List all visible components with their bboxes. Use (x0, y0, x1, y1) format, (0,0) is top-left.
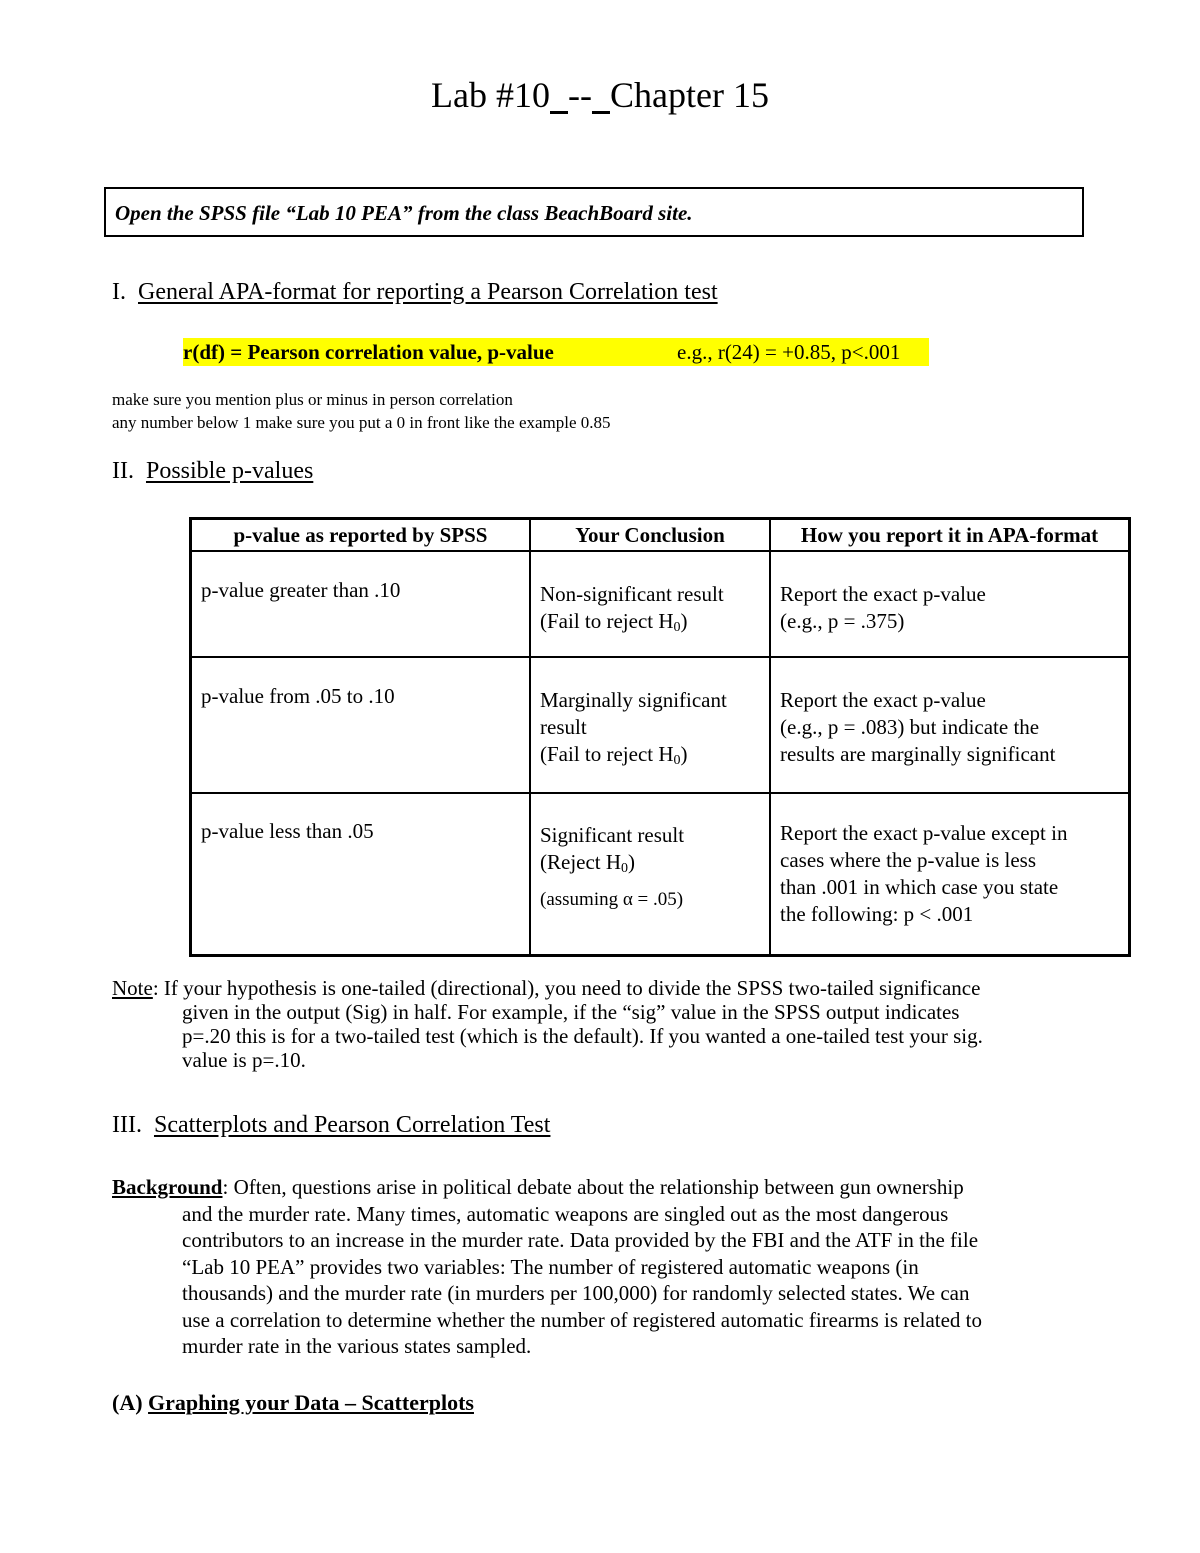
background-label: Background (112, 1175, 223, 1199)
note-line: value is p=.10. (182, 1048, 306, 1072)
apa-formula-highlight (183, 338, 929, 366)
table-cell (530, 793, 770, 955)
title-chapter: Chapter 15 (609, 75, 769, 115)
section-2-numeral: II. (112, 458, 134, 484)
background-line: thousands) and the murder rate (in murders per 100,000) for randomly selected states. We can (182, 1281, 970, 1305)
report-text: Report the exact p-value (780, 688, 986, 712)
background-line: “Lab 10 PEA” provides two variables: The number of registered automatic weapons (in (182, 1254, 919, 1279)
section-3-heading (112, 1112, 550, 1139)
section-1-numeral: I. (112, 279, 126, 305)
table-cell (770, 551, 1130, 657)
column-header: How you report it in APA-format (770, 519, 1130, 552)
apa-formula: r(df) = Pearson correlation value, p-value (183, 340, 554, 364)
note-line (112, 976, 1112, 1000)
table-row (191, 657, 1130, 793)
title-separator: -- (568, 75, 592, 115)
section-3-numeral: III. (112, 1112, 142, 1138)
conclusion-part: ) (680, 609, 688, 633)
note-line: make sure you mention plus or minus in person correlation (112, 390, 513, 409)
page-title (0, 74, 1200, 116)
background-paragraph (112, 1174, 1122, 1360)
table-header-row (191, 519, 1130, 552)
report-text: (e.g., p = .375) (780, 609, 905, 633)
background-line: use a correlation to determine whether the number of registered automatic firearms is related to (182, 1307, 983, 1332)
pvalue-text: p-value less than .05 (201, 819, 374, 843)
report-text: the following: p < .001 (780, 902, 974, 926)
subsection-label: (A) (112, 1390, 143, 1415)
conclusion-part: (Fail to reject H (540, 609, 674, 633)
pvalue-text: p-value greater than .10 (201, 578, 401, 602)
note-line: p=.20 this is for a two-tailed test (which is the default). If you wanted a one-tailed test your sig. (182, 1024, 983, 1048)
apa-example: e.g., r(24) = +0.85, p<.001 (677, 340, 901, 364)
report-text: results are marginally significant (780, 742, 1056, 766)
report-text: than .001 in which case you state (780, 875, 1059, 899)
section-3-title: Scatterplots and Pearson Correlation Test (153, 1112, 551, 1138)
table-row (191, 551, 1130, 657)
p-value-table (189, 517, 1131, 957)
conclusion-text: Significant result (540, 823, 685, 847)
conclusion-text (540, 849, 760, 882)
section-2-title: Possible p-values (145, 458, 314, 484)
note-line: any number below 1 make sure you put a 0 in front like the example 0.85 (112, 413, 611, 432)
title-lab: Lab #10 (431, 75, 550, 115)
conclusion-part: ) (680, 742, 688, 766)
alpha-assumption: (assuming α = .05) (540, 889, 684, 910)
note-line: given in the output (Sig) in half. For example, if the “sig” value in the SPSS output indicates (182, 1000, 960, 1024)
instruction-box (104, 187, 1084, 237)
section-1-notes (112, 388, 611, 434)
background-line: contributors to an increase in the murder rate. Data provided by the FBI and the ATF in the file (182, 1228, 979, 1252)
one-tailed-note (112, 976, 1112, 1072)
background-text: : Often, questions arise in political debate about the relationship between gun ownership (222, 1175, 964, 1199)
subscript: 0 (673, 620, 681, 635)
pvalue-text: p-value from .05 to .10 (201, 684, 395, 708)
subscript: 0 (673, 753, 681, 768)
table-cell (530, 551, 770, 657)
section-2-heading (112, 458, 313, 485)
conclusion-text: Marginally significant (540, 688, 727, 712)
table-cell (191, 551, 531, 657)
conclusion-part: ) (628, 850, 636, 874)
column-header: p-value as reported by SPSS (191, 519, 531, 552)
report-text: Report the exact p-value except in (780, 821, 1068, 845)
background-line: and the murder rate. Many times, automatic weapons are singled out as the most dangerous (182, 1201, 949, 1226)
note-text: : If your hypothesis is one-tailed (directional), you need to divide the SPSS two-tailed significance (152, 976, 981, 1000)
background-line (112, 1174, 1122, 1201)
section-1-title: General APA-format for reporting a Pearson Correlation test (138, 279, 718, 305)
conclusion-text (540, 741, 760, 774)
table-cell (191, 793, 531, 955)
conclusion-text: result (540, 715, 587, 739)
conclusion-part: (Fail to reject H (540, 742, 674, 766)
column-header: Your Conclusion (530, 519, 770, 552)
section-1-heading (112, 279, 718, 306)
background-line: murder rate in the various states sampled. (182, 1334, 532, 1358)
report-text: Report the exact p-value (780, 582, 986, 606)
note-label: Note (112, 976, 153, 1000)
table-cell (530, 657, 770, 793)
conclusion-part: (Reject H (540, 850, 622, 874)
table-cell (770, 657, 1130, 793)
subscript: 0 (621, 861, 629, 876)
conclusion-text: Non-significant result (540, 582, 724, 606)
subsection-a-heading (112, 1390, 474, 1416)
subsection-title: Graphing your Data – Scatterplots (148, 1390, 474, 1415)
report-text: cases where the p-value is less (780, 848, 1036, 872)
report-text: (e.g., p = .083) but indicate the (780, 715, 1040, 739)
table-cell (191, 657, 531, 793)
conclusion-text (540, 608, 760, 641)
instruction-text: Open the SPSS file “Lab 10 PEA” from the class BeachBoard site. (115, 201, 693, 225)
table-cell (770, 793, 1130, 955)
table-row (191, 793, 1130, 955)
